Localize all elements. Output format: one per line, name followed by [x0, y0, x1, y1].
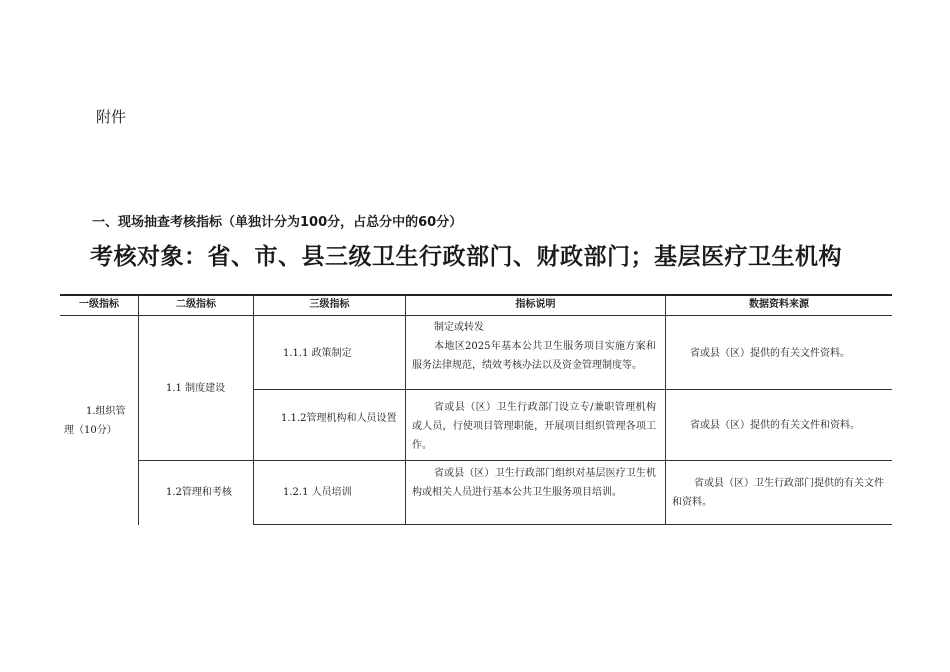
row3-bottom-rule — [253, 524, 892, 525]
header-level2: 二级指标 — [176, 299, 216, 310]
assessment-target-title: 考核对象：省、市、县三级卫生行政部门、财政部门；基层医疗卫生机构 — [90, 244, 842, 270]
row1-description-line1: 制定或转发 — [434, 322, 484, 333]
level3-indicator-1: 1.1.1 政策制定 — [283, 348, 352, 359]
section-title: 一、现场抽查考核指标（单独计分为100分，占总分中的60分） — [92, 215, 463, 230]
level3-indicator-2: 1.1.2管理机构和人员设置 — [281, 413, 397, 424]
level2-indicator-2: 1.2管理和考核 — [166, 487, 232, 498]
col-line-3 — [253, 294, 254, 525]
header-level1: 一级指标 — [79, 299, 119, 310]
col-line-4 — [405, 294, 406, 525]
header-bottom-rule — [60, 315, 892, 316]
row2-data-source: 省或县（区）提供的有关文件和资料。 — [690, 420, 860, 431]
col-line-5 — [665, 294, 666, 525]
attachment-label: 附件 — [96, 108, 127, 126]
level1-indicator: 1.组织管理（10分） — [64, 406, 126, 436]
row3-data-source: 省或县（区）卫生行政部门提供的有关文件和资料。 — [672, 478, 884, 508]
header-data-source: 数据资料来源 — [749, 299, 809, 310]
row3-description: 省或县（区）卫生行政部门组织对基层医疗卫生机构或相关人员进行基本公共卫生服务项目培训。 — [412, 468, 656, 498]
level3-indicator-3: 1.2.1 人员培训 — [283, 487, 352, 498]
header-description: 指标说明 — [515, 299, 556, 310]
col-line-2 — [138, 294, 139, 525]
row1-data-source: 省或县（区）提供的有关文件资料。 — [690, 348, 850, 359]
row1-bottom-rule — [253, 389, 892, 390]
header-level3: 三级指标 — [309, 299, 350, 310]
row1-description-line2: 本地区2025年基本公共卫生服务项目实施方案和服务法律规范，绩效考核办法以及资金管理制度等。 — [412, 341, 656, 371]
group1-bottom-rule — [138, 460, 892, 461]
row2-description: 省或县（区）卫生行政部门设立专/兼职管理机构或人员，行使项目管理职能，开展项目组织管理各项工作。 — [412, 402, 656, 451]
level2-indicator-1: 1.1 制度建设 — [166, 383, 226, 394]
